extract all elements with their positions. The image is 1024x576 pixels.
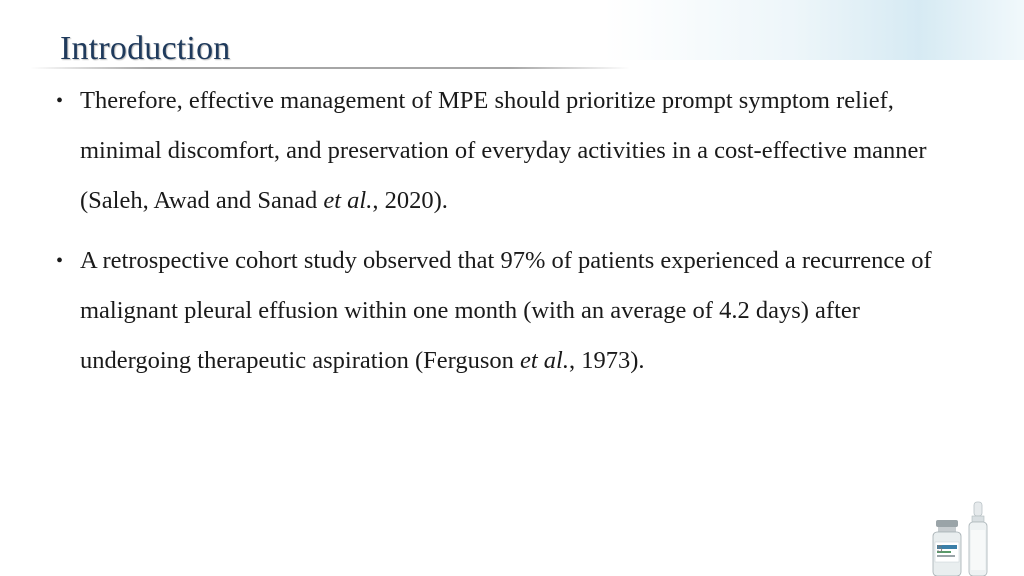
bullet-text-tail: , 1973).: [569, 347, 645, 374]
bullet-item-cohort-study: [56, 236, 966, 386]
slide-title: Introduction: [60, 30, 231, 67]
citation-italic: et al.: [520, 347, 569, 374]
medicine-vials-icon: [928, 500, 998, 576]
bullet-text: Therefore, effective management of MPE should prioritize prompt symptom relief, minimal discomfort, and preservation of everyday activities in a cost-effective manner (Saleh, Awad and Sanad: [80, 87, 927, 214]
bullet-text: A retrospective cohort study observed that 97% of patients experienced a recurrence of malignant pleural effusion within one month (with an average of 4.2 days) after undergoing therapeutic aspiration (Ferguson: [80, 247, 932, 374]
header-decoration: [604, 0, 1024, 60]
title-divider: [30, 67, 630, 69]
bullet-item-management: [56, 76, 966, 226]
slide-body: [56, 76, 966, 396]
bullet-glyph: •: [56, 250, 64, 272]
bullet-text-tail: , 2020).: [372, 187, 448, 214]
page-number: 5: [937, 544, 943, 555]
citation-italic: et al.: [323, 187, 373, 214]
bullet-glyph: •: [56, 90, 64, 112]
bullet-list: [56, 76, 966, 386]
